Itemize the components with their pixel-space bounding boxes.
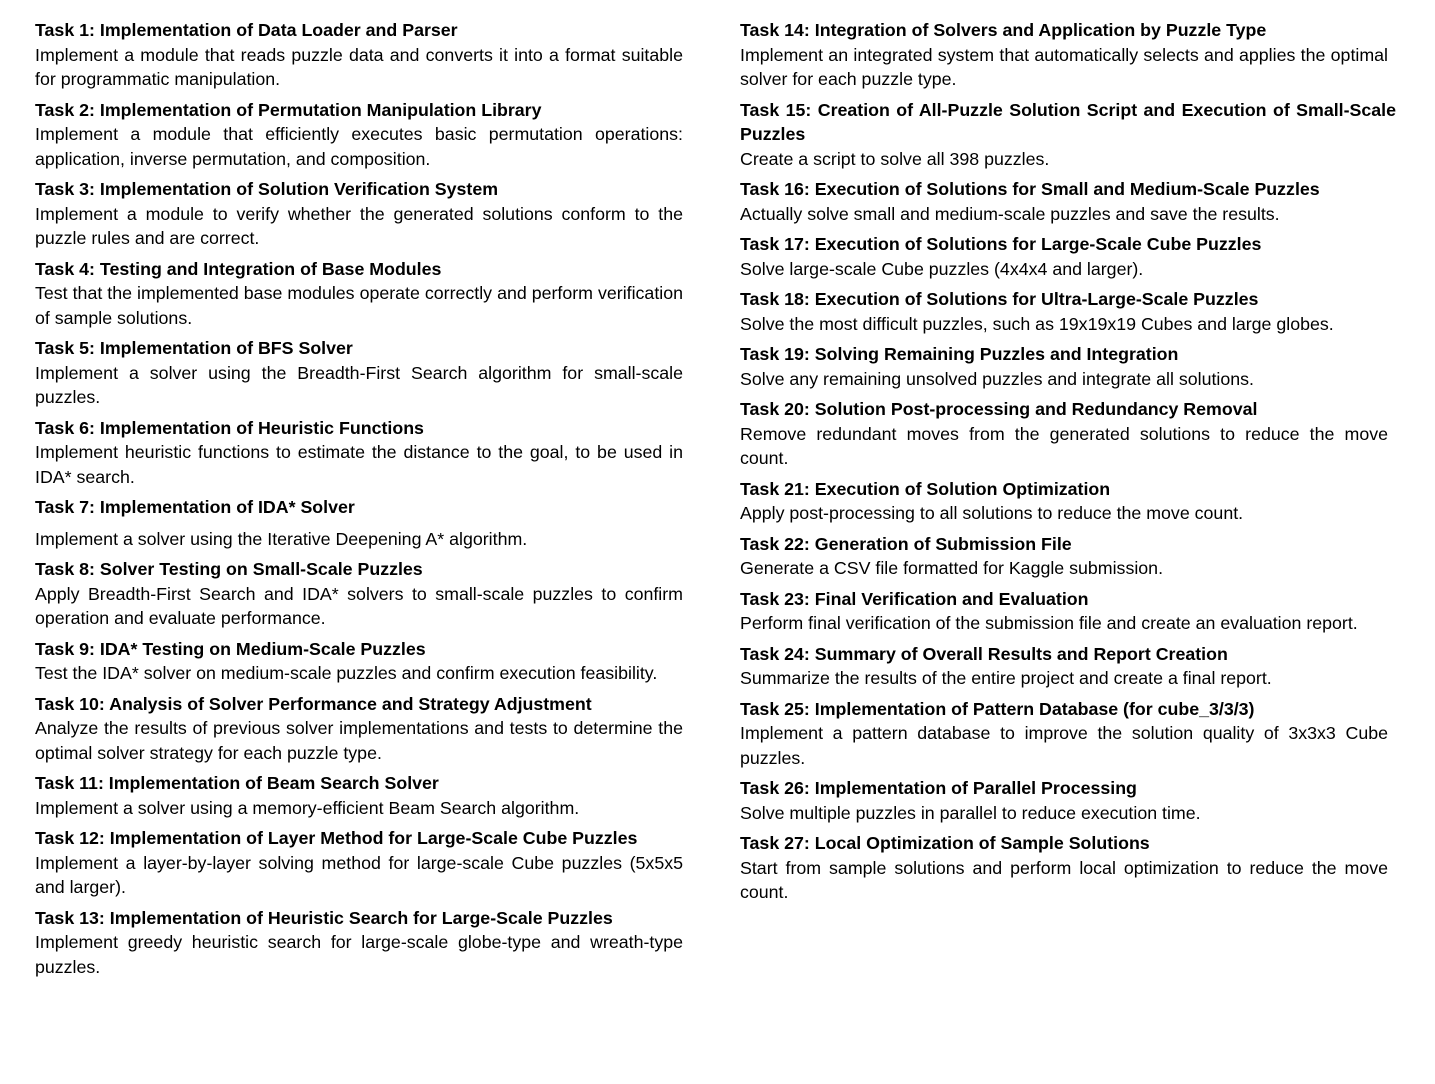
left-column bbox=[35, 18, 683, 1084]
task-description: Solve any remaining unsolved puzzles and integrate all solutions. bbox=[740, 368, 1254, 389]
task-description: Generate a CSV file formatted for Kaggle submission. bbox=[740, 558, 1164, 578]
task-item bbox=[740, 776, 1388, 825]
task-item bbox=[35, 98, 683, 172]
task-title: Task 18: Execution of Solutions for Ultra-Large-Scale Puzzles bbox=[740, 289, 1259, 309]
task-title: Task 23: Final Verification and Evaluation bbox=[740, 588, 1089, 609]
task-item bbox=[740, 287, 1388, 336]
task-item bbox=[35, 18, 683, 92]
task-item bbox=[35, 557, 683, 631]
task-description: Summarize the results of the entire project and create a final report. bbox=[740, 668, 1272, 688]
task-description: Implement an integrated system that automatically selects and applies the optimal solver for each puzzle type. bbox=[740, 44, 1388, 89]
task-description: Implement a solver using the Iterative Deepening A* algorithm. bbox=[35, 528, 528, 549]
task-title: Task 1: Implementation of Data Loader and Parser bbox=[35, 20, 458, 40]
task-description: Actually solve small and medium-scale puzzles and save the results. bbox=[740, 203, 1280, 224]
task-item bbox=[740, 477, 1388, 526]
task-description: Start from sample solutions and perform local optimization to reduce the move count. bbox=[740, 857, 1388, 902]
task-title: Task 16: Execution of Solutions for Small and Medium-Scale Puzzles bbox=[740, 179, 1320, 199]
task-title: Task 24: Summary of Overall Results and Report Creation bbox=[740, 643, 1228, 664]
task-title: Task 6: Implementation of Heuristic Functions bbox=[35, 417, 424, 438]
task-item bbox=[35, 416, 683, 490]
task-description: Apply Breadth-First Search and IDA* solvers to small-scale puzzles to confirm operation and evaluate performance. bbox=[35, 583, 683, 628]
task-title: Task 5: Implementation of BFS Solver bbox=[35, 338, 353, 358]
task-description: Implement a layer-by-layer solving method for large-scale Cube puzzles (5x5x5 and larger). bbox=[35, 852, 683, 897]
task-title: Task 25: Implementation of Pattern Database (for cube_3/3/3) bbox=[740, 698, 1255, 719]
right-column bbox=[740, 18, 1396, 1084]
task-description: Solve multiple puzzles in parallel to reduce execution time. bbox=[740, 802, 1201, 823]
task-title: Task 15: Creation of All-Puzzle Solution Script and Execution of Small-Scale Puzzles bbox=[740, 99, 1396, 144]
task-description: Test that the implemented base modules operate correctly and perform verification of sample solutions. bbox=[35, 283, 683, 328]
task-description: Solve large-scale Cube puzzles (4x4x4 and larger). bbox=[740, 258, 1144, 279]
task-item bbox=[740, 587, 1388, 636]
task-title: Task 27: Local Optimization of Sample Solutions bbox=[740, 833, 1150, 853]
task-title: Task 7: Implementation of IDA* Solver bbox=[35, 497, 355, 517]
task-item bbox=[35, 495, 683, 551]
task-item bbox=[35, 177, 683, 251]
task-item bbox=[740, 342, 1388, 391]
task-description: Implement a solver using a memory-efficient Beam Search algorithm. bbox=[35, 797, 580, 818]
task-item bbox=[35, 336, 683, 410]
task-item bbox=[740, 642, 1388, 691]
task-title: Task 26: Implementation of Parallel Processing bbox=[740, 778, 1137, 798]
task-item bbox=[35, 637, 683, 686]
task-description: Implement a pattern database to improve the solution quality of 3x3x3 Cube puzzles. bbox=[740, 723, 1388, 768]
task-item bbox=[740, 18, 1388, 92]
task-title: Task 12: Implementation of Layer Method for Large-Scale Cube Puzzles bbox=[35, 828, 638, 848]
task-description: Apply post-processing to all solutions to reduce the move count. bbox=[740, 503, 1244, 523]
task-title: Task 20: Solution Post-processing and Redundancy Removal bbox=[740, 399, 1258, 419]
task-description: Analyze the results of previous solver implementations and tests to determine the optimal solver strategy for each puzzle type. bbox=[35, 718, 683, 763]
task-item bbox=[740, 532, 1388, 581]
task-title: Task 22: Generation of Submission File bbox=[740, 533, 1072, 554]
task-description: Test the IDA* solver on medium-scale puzzles and confirm execution feasibility. bbox=[35, 663, 658, 683]
task-item bbox=[35, 257, 683, 331]
task-description: Implement greedy heuristic search for large-scale globe-type and wreath-type puzzles. bbox=[35, 932, 683, 977]
task-item bbox=[740, 697, 1388, 771]
task-item bbox=[35, 826, 683, 900]
task-title: Task 3: Implementation of Solution Verification System bbox=[35, 179, 499, 199]
task-description: Implement a module to verify whether the generated solutions conform to the puzzle rules and are correct. bbox=[35, 203, 683, 248]
task-description: Implement a solver using the Breadth-First Search algorithm for small-scale puzzles. bbox=[35, 362, 683, 407]
task-item bbox=[35, 906, 683, 980]
task-description: Perform final verification of the submission file and create an evaluation report. bbox=[740, 613, 1358, 633]
task-title: Task 14: Integration of Solvers and Application by Puzzle Type bbox=[740, 20, 1267, 40]
task-description: Implement a module that efficiently executes basic permutation operations: application, inverse permutation, and composition. bbox=[35, 124, 683, 169]
task-title: Task 19: Solving Remaining Puzzles and Integration bbox=[740, 344, 1179, 364]
task-item bbox=[35, 692, 683, 766]
task-title: Task 13: Implementation of Heuristic Search for Large-Scale Puzzles bbox=[35, 907, 613, 928]
task-title: Task 9: IDA* Testing on Medium-Scale Puzzles bbox=[35, 638, 426, 659]
task-title: Task 10: Analysis of Solver Performance and Strategy Adjustment bbox=[35, 693, 592, 714]
task-description: Implement heuristic functions to estimate the distance to the goal, to be used in IDA* search. bbox=[35, 442, 683, 487]
task-item bbox=[740, 232, 1388, 281]
task-description: Solve the most difficult puzzles, such as 19x19x19 Cubes and large globes. bbox=[740, 313, 1334, 334]
task-title: Task 2: Implementation of Permutation Manipulation Library bbox=[35, 99, 542, 120]
task-title: Task 4: Testing and Integration of Base Modules bbox=[35, 258, 442, 279]
task-title: Task 21: Execution of Solution Optimization bbox=[740, 478, 1111, 499]
task-item bbox=[740, 177, 1388, 226]
task-description: Implement a module that reads puzzle data and converts it into a format suitable for programmatic manipulation. bbox=[35, 44, 683, 89]
task-title: Task 11: Implementation of Beam Search Solver bbox=[35, 773, 439, 793]
task-description: Create a script to solve all 398 puzzles. bbox=[740, 148, 1050, 169]
task-description: Remove redundant moves from the generated solutions to reduce the move count. bbox=[740, 423, 1388, 468]
task-title: Task 17: Execution of Solutions for Large-Scale Cube Puzzles bbox=[740, 234, 1262, 254]
task-title: Task 8: Solver Testing on Small-Scale Puzzles bbox=[35, 559, 423, 579]
task-item bbox=[35, 771, 683, 820]
task-item bbox=[740, 98, 1396, 172]
task-item bbox=[740, 397, 1388, 471]
task-item bbox=[740, 831, 1388, 905]
